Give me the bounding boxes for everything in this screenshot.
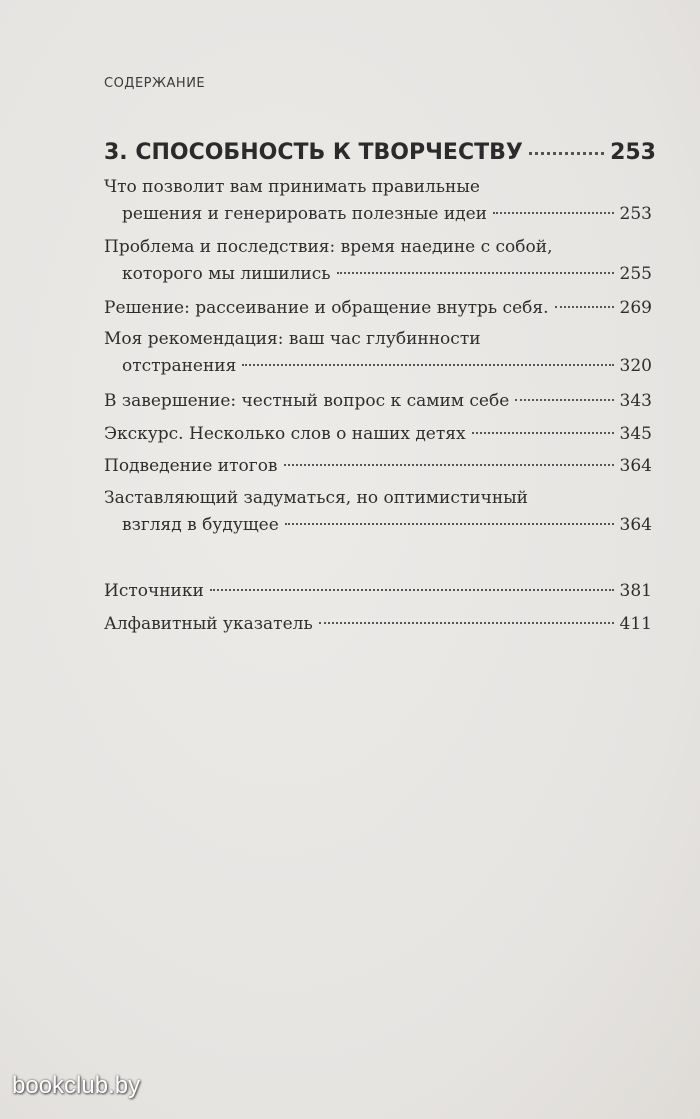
toc-entry-page: 320	[619, 356, 652, 376]
toc-entry-line1: Заставляющий задуматься, но оптимистичный	[104, 488, 529, 508]
leader-dots	[319, 622, 614, 624]
leader-dots	[285, 523, 614, 525]
toc-entry-page: 269	[619, 298, 652, 318]
leader-dots	[337, 272, 614, 274]
toc-entry	[104, 234, 652, 288]
toc-entry-page: 411	[619, 614, 652, 634]
toc-entry-line1: Моя рекомендация: ваш час глубинности	[104, 329, 481, 349]
toc-entry-line1: Что позволит вам принимать правильные	[104, 177, 480, 197]
toc-entry-page: 255	[619, 264, 652, 284]
toc-entry-line2: Источники	[104, 581, 204, 601]
toc-entry-page: 364	[619, 515, 652, 535]
toc-entry-line2: Экскурс. Несколько слов о наших детях	[104, 424, 466, 444]
toc-entry-page: 253	[619, 204, 652, 224]
toc-entry-line2: Подведение итогов	[104, 456, 278, 476]
toc-entry-line2: решения и генерировать полезные идеи	[122, 204, 488, 224]
toc-entry	[104, 453, 652, 480]
leader-dots	[284, 464, 614, 466]
leader-dots	[242, 364, 613, 366]
toc-entry	[104, 388, 652, 415]
leader-dots	[493, 212, 614, 214]
toc-entry	[104, 485, 652, 539]
toc-entry-line1: Проблема и последствия: время наедине с собой,	[104, 237, 553, 257]
running-head: СОДЕРЖАНИЕ	[104, 76, 206, 91]
leader-dots	[515, 399, 613, 401]
chapter-page: 253	[610, 140, 656, 165]
toc-entry-line2: Алфавитный указатель	[104, 614, 313, 634]
toc-entry-line2: которого мы лишились	[122, 264, 331, 284]
toc-entry-line2: В завершение: честный вопрос к самим себе	[104, 391, 510, 411]
toc-entry	[104, 578, 652, 605]
toc-entry-line2: отстранения	[122, 356, 237, 376]
toc-entry-line2: взгляд в будущее	[122, 515, 279, 535]
chapter-title: 3. СПОСОБНОСТЬ К ТВОРЧЕСТВУ	[104, 140, 523, 165]
toc-entry-page: 381	[619, 581, 652, 601]
leader-dots	[529, 152, 604, 155]
leader-dots	[210, 589, 614, 591]
leader-dots	[555, 306, 614, 308]
toc-entry	[104, 174, 652, 228]
toc-entry	[104, 295, 652, 322]
leader-dots	[472, 432, 614, 434]
toc-entry	[104, 421, 652, 448]
toc-entry	[104, 326, 652, 380]
toc-entry-page: 345	[619, 424, 652, 444]
toc-entry-line2: Решение: рассеивание и обращение внутрь себя.	[104, 298, 549, 318]
toc-entry-page: 364	[619, 456, 652, 476]
toc-entry	[104, 611, 652, 638]
watermark: bookclub.by	[12, 1072, 141, 1099]
chapter-heading	[104, 140, 656, 165]
toc-entry-page: 343	[619, 391, 652, 411]
